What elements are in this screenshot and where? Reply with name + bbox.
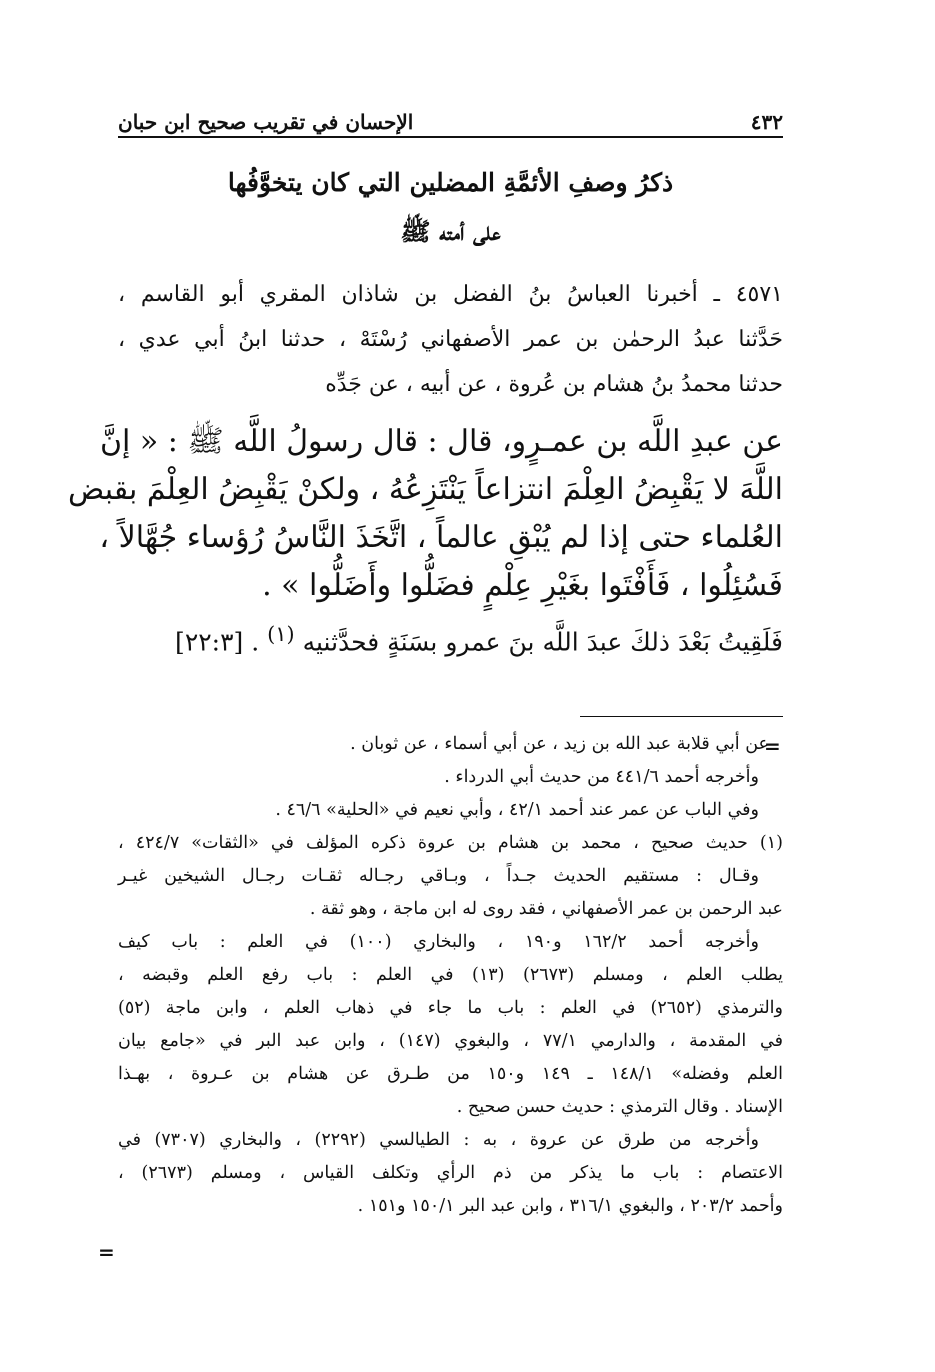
- footnote-line: وأخرجه من طرق عن عروة ، به : الطيالسي (٢٢٩٢) ، والبخاري (٧٣٠٧) في: [118, 1130, 759, 1150]
- footnote-line: في المقدمة ، والدارمي ٧٧/١ ، والبغوي (١٤٧) ، وابن عبد البر في «جامع بيان: [118, 1031, 783, 1051]
- footnote-marker: (١): [267, 622, 295, 646]
- hadith-reference: [٢٢:٣]: [175, 627, 244, 657]
- footnote-line: الاعتصام : باب ما يذكر من ذم الرأي وتكلف القياس ، ومسلم (٢٦٧٣) ،: [118, 1163, 783, 1183]
- footnotes: [118, 728, 783, 1223]
- footnote-line: والترمذي (٢٦٥٢) في العلم : باب ما جاء في ذهاب العلم ، وابن ماجة (٥٢): [118, 998, 783, 1018]
- hadith-isnad: [118, 272, 783, 407]
- hadith-matn: [67, 418, 783, 658]
- footnote-line: العلم وفضله» ١٤٨/١ ـ ١٤٩ و١٥٠ من طـرق عن هشام بن عـروة ، بهـذا: [118, 1064, 783, 1084]
- footnote-line: وفي الباب عن عمر عند أحمد ٤٢/١ ، وأبي نعيم في «الحلية» ٤٦/٦ .: [275, 800, 759, 820]
- footnote-line: وقـال : مستقيم الحديث جـداً ، وبـاقي رجـاله ثقـات رجـال الشيخين غيـر: [118, 866, 759, 886]
- continuation-mark-top: =: [764, 734, 781, 758]
- header-rule: [118, 136, 783, 138]
- footnote-line: عن أبي قلابة عبد الله بن زيد ، عن أبي أسماء ، عن ثوبان .: [350, 734, 769, 754]
- isnad-line: ٤٥٧١ ـ أخبرنا العباسُ بنُ الفضل بن شاذان المقري أبو القاسم ،: [118, 282, 783, 307]
- footnote-line: يطلب العلم ، ومسلم (٢٦٧٣) (١٣) في العلم : باب رفع العلم وقبضه ،: [118, 965, 784, 985]
- footnote-line: وأخرجه أحمد ٤٤١/٦ من حديث أبي الدرداء .: [444, 767, 759, 787]
- footnote-line: عبد الرحمن بن عمر الأصفهاني ، فقد روى له ابن ماجة ، وهو ثقة .: [309, 899, 783, 919]
- continuation-mark-bottom: =: [98, 1240, 115, 1264]
- matn-line: عن عبدِ اللَّه بن عمـرٍو، قال : قال رسولُ اللَّه ﷺ : « إنَّ: [100, 424, 783, 459]
- isnad-line: حدثنا محمدُ بنُ هشام بن عُروة ، عن أبيه ، عن جَدِّه: [325, 372, 783, 397]
- footnote-line: وأحمد ٢٠٣/٢ ، والبغوي ٣١٦/١ ، وابن عبد البر ١٥٠/١ و١٥١ .: [357, 1196, 783, 1216]
- footnote-line: وأخرجه أحمد ١٦٢/٢ و١٩٠ ، والبخاري (١٠٠) في العلم : باب كيف: [118, 932, 759, 952]
- footnote-line: (١) حديث صحيح ، محمد بن هشام بن عروة ذكره المؤلف في «الثقات» ٤٢٤/٧ ،: [118, 833, 783, 853]
- running-header: [118, 100, 783, 134]
- section-title-line-2: على أمته ﷺ: [400, 217, 501, 246]
- book-title: الإحسان في تقريب صحيح ابن حبان: [118, 110, 414, 134]
- footnote-separator: [580, 716, 783, 717]
- matn-line: اللَّهَ لا يَقْبِضُ العِلْمَ انتزاعاً يَنْتَزِعُهُ ، ولكنْ يَقْبِضُ العِلْمَ بقبض: [67, 472, 783, 507]
- tail-text: فَلَقِيتُ بَعْدَ ذلكَ عبدَ اللَّه بنَ عمرو بسَنَةٍ فحدَّثنيه: [302, 627, 783, 657]
- matn-line: فَسُئِلُوا ، فَأَفْتَوا بغَيْرِ عِلْمٍ فضَلُّوا وأَضَلُّوا » .: [262, 568, 783, 603]
- matn-line: العُلماء حتى إذا لم يُبْقِ عالماً ، اتَّخَذَ النَّاسُ رُؤساء جُهَّالاً ،: [99, 520, 783, 555]
- section-title-line-1: ذكرُ وصفِ الأئمَّةِ المضلين التي كان يتخوَّفُها: [227, 168, 674, 197]
- footnote-line: الإسناد . وقال الترمذي : حديث حسن صحيح .: [456, 1097, 783, 1117]
- hadith-tail: فَلَقِيتُ بَعْدَ ذلكَ عبدَ اللَّه بنَ عمرو بسَنَةٍ فحدَّثنيه $^{(١)}$ . [٢٢:٣]: [175, 622, 783, 657]
- isnad-line: حَدَّثنا عبدُ الرحمٰن بن عمر الأصفهاني رُسْتَهْ ، حدثنا ابنُ أبي عدي ،: [118, 327, 783, 352]
- page-number: ٤٣٢: [750, 110, 783, 134]
